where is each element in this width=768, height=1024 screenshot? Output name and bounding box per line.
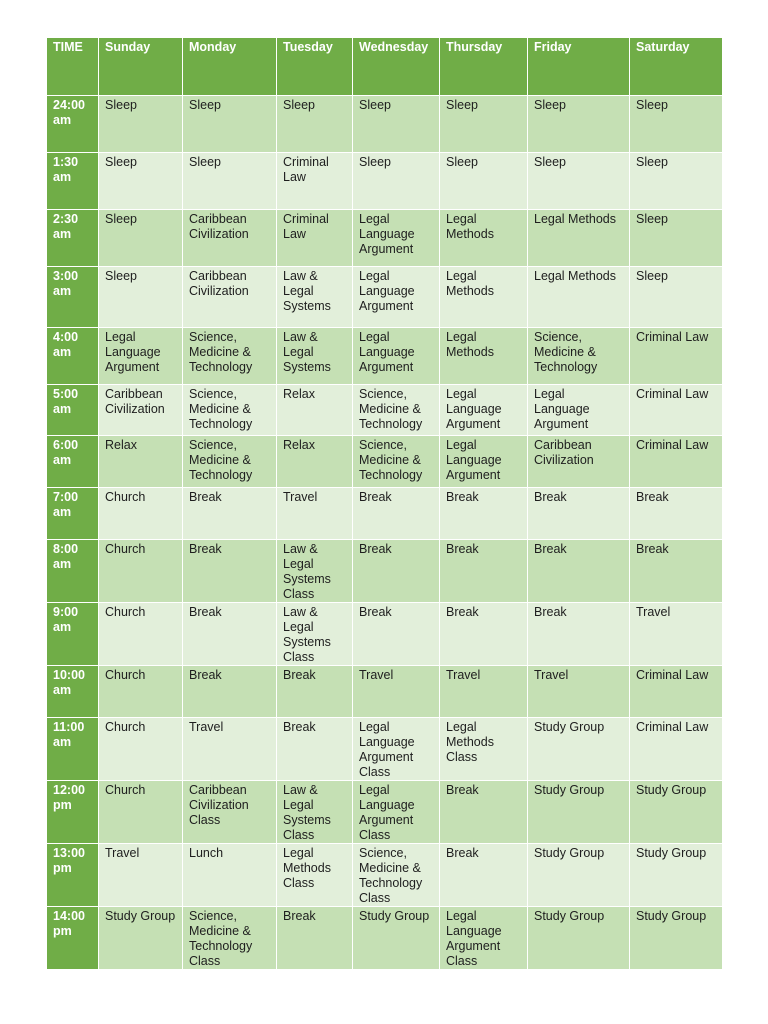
- time-cell: 1:30 am: [47, 153, 99, 210]
- time-cell: 4:00 am: [47, 328, 99, 385]
- time-cell: 13:00 pm: [47, 844, 99, 907]
- schedule-row: [47, 603, 723, 666]
- activity-cell-tuesday: Law & Legal Systems Class: [277, 603, 353, 666]
- activity-cell-wednesday: Legal Language Argument Class: [353, 718, 440, 781]
- activity-cell-wednesday: Science, Medicine & Technology Class: [353, 844, 440, 907]
- schedule-row: [47, 385, 723, 436]
- activity-cell-thursday: Legal Language Argument: [440, 385, 528, 436]
- activity-cell-wednesday: Break: [353, 488, 440, 540]
- activity-cell-wednesday: Science, Medicine & Technology: [353, 436, 440, 488]
- time-cell: 11:00 am: [47, 718, 99, 781]
- time-cell: 6:00 am: [47, 436, 99, 488]
- activity-cell-wednesday: Legal Language Argument: [353, 267, 440, 328]
- time-cell: 8:00 am: [47, 540, 99, 603]
- activity-cell-thursday: Legal Methods: [440, 210, 528, 267]
- activity-cell-sunday: Sleep: [99, 267, 183, 328]
- activity-cell-monday: Break: [183, 666, 277, 718]
- time-cell: 3:00 am: [47, 267, 99, 328]
- schedule-row: [47, 210, 723, 267]
- time-cell: 2:30 am: [47, 210, 99, 267]
- activity-cell-monday: Sleep: [183, 96, 277, 153]
- activity-cell-wednesday: Sleep: [353, 96, 440, 153]
- activity-cell-saturday: Study Group: [630, 907, 723, 970]
- activity-cell-sunday: Sleep: [99, 210, 183, 267]
- activity-cell-thursday: Break: [440, 781, 528, 844]
- activity-cell-tuesday: Law & Legal Systems: [277, 328, 353, 385]
- activity-cell-monday: Lunch: [183, 844, 277, 907]
- time-cell: 14:00 pm: [47, 907, 99, 970]
- activity-cell-friday: Sleep: [528, 96, 630, 153]
- activity-cell-thursday: Break: [440, 540, 528, 603]
- activity-cell-saturday: Criminal Law: [630, 385, 723, 436]
- activity-cell-tuesday: Break: [277, 718, 353, 781]
- header-row: [47, 38, 723, 96]
- activity-cell-thursday: Travel: [440, 666, 528, 718]
- header-thursday: Thursday: [440, 38, 528, 96]
- activity-cell-sunday: Sleep: [99, 153, 183, 210]
- activity-cell-wednesday: Legal Language Argument: [353, 210, 440, 267]
- schedule-row: [47, 436, 723, 488]
- activity-cell-saturday: Study Group: [630, 844, 723, 907]
- schedule-row: [47, 153, 723, 210]
- activity-cell-saturday: Break: [630, 488, 723, 540]
- activity-cell-wednesday: Legal Language Argument: [353, 328, 440, 385]
- activity-cell-monday: Break: [183, 603, 277, 666]
- activity-cell-wednesday: Sleep: [353, 153, 440, 210]
- activity-cell-wednesday: Break: [353, 603, 440, 666]
- activity-cell-tuesday: Criminal Law: [277, 153, 353, 210]
- activity-cell-tuesday: Relax: [277, 385, 353, 436]
- activity-cell-friday: Break: [528, 540, 630, 603]
- activity-cell-monday: Science, Medicine & Technology: [183, 385, 277, 436]
- schedule-row: [47, 488, 723, 540]
- schedule-row: [47, 844, 723, 907]
- activity-cell-saturday: Travel: [630, 603, 723, 666]
- activity-cell-thursday: Sleep: [440, 96, 528, 153]
- activity-cell-thursday: Legal Methods: [440, 267, 528, 328]
- schedule-row: [47, 781, 723, 844]
- activity-cell-sunday: Church: [99, 603, 183, 666]
- activity-cell-sunday: Legal Language Argument: [99, 328, 183, 385]
- activity-cell-friday: Science, Medicine & Technology: [528, 328, 630, 385]
- schedule-body: [47, 96, 723, 970]
- activity-cell-saturday: Criminal Law: [630, 666, 723, 718]
- activity-cell-tuesday: Criminal Law: [277, 210, 353, 267]
- time-cell: 12:00 pm: [47, 781, 99, 844]
- activity-cell-monday: Caribbean Civilization: [183, 267, 277, 328]
- activity-cell-tuesday: Break: [277, 666, 353, 718]
- activity-cell-wednesday: Legal Language Argument Class: [353, 781, 440, 844]
- activity-cell-tuesday: Law & Legal Systems: [277, 267, 353, 328]
- activity-cell-thursday: Legal Language Argument Class: [440, 907, 528, 970]
- activity-cell-friday: Legal Language Argument: [528, 385, 630, 436]
- schedule-row: [47, 328, 723, 385]
- activity-cell-sunday: Relax: [99, 436, 183, 488]
- header-sunday: Sunday: [99, 38, 183, 96]
- activity-cell-friday: Caribbean Civilization: [528, 436, 630, 488]
- activity-cell-tuesday: Legal Methods Class: [277, 844, 353, 907]
- activity-cell-monday: Science, Medicine & Technology: [183, 436, 277, 488]
- activity-cell-monday: Break: [183, 540, 277, 603]
- activity-cell-monday: Caribbean Civilization Class: [183, 781, 277, 844]
- header-time: TIME: [47, 38, 99, 96]
- activity-cell-tuesday: Sleep: [277, 96, 353, 153]
- activity-cell-tuesday: Law & Legal Systems Class: [277, 540, 353, 603]
- activity-cell-monday: Travel: [183, 718, 277, 781]
- activity-cell-wednesday: Break: [353, 540, 440, 603]
- activity-cell-sunday: Church: [99, 488, 183, 540]
- schedule-row: [47, 718, 723, 781]
- activity-cell-sunday: Church: [99, 666, 183, 718]
- activity-cell-thursday: Break: [440, 844, 528, 907]
- schedule-row: [47, 267, 723, 328]
- time-cell: 5:00 am: [47, 385, 99, 436]
- activity-cell-sunday: Study Group: [99, 907, 183, 970]
- activity-cell-sunday: Travel: [99, 844, 183, 907]
- activity-cell-friday: Break: [528, 603, 630, 666]
- activity-cell-sunday: Church: [99, 781, 183, 844]
- activity-cell-friday: Legal Methods: [528, 210, 630, 267]
- activity-cell-thursday: Break: [440, 488, 528, 540]
- activity-cell-saturday: Criminal Law: [630, 436, 723, 488]
- activity-cell-saturday: Criminal Law: [630, 328, 723, 385]
- activity-cell-friday: Break: [528, 488, 630, 540]
- time-cell: 24:00 am: [47, 96, 99, 153]
- activity-cell-saturday: Sleep: [630, 96, 723, 153]
- activity-cell-thursday: Legal Methods: [440, 328, 528, 385]
- activity-cell-sunday: Church: [99, 540, 183, 603]
- activity-cell-sunday: Church: [99, 718, 183, 781]
- activity-cell-monday: Sleep: [183, 153, 277, 210]
- activity-cell-saturday: Sleep: [630, 267, 723, 328]
- activity-cell-thursday: Break: [440, 603, 528, 666]
- activity-cell-sunday: Sleep: [99, 96, 183, 153]
- activity-cell-friday: Sleep: [528, 153, 630, 210]
- time-cell: 9:00 am: [47, 603, 99, 666]
- activity-cell-friday: Study Group: [528, 718, 630, 781]
- activity-cell-saturday: Study Group: [630, 781, 723, 844]
- activity-cell-monday: Break: [183, 488, 277, 540]
- weekly-schedule-table: [46, 37, 723, 970]
- activity-cell-tuesday: Travel: [277, 488, 353, 540]
- header-wednesday: Wednesday: [353, 38, 440, 96]
- header-saturday: Saturday: [630, 38, 723, 96]
- schedule-row: [47, 96, 723, 153]
- activity-cell-monday: Science, Medicine & Technology: [183, 328, 277, 385]
- activity-cell-saturday: Sleep: [630, 153, 723, 210]
- activity-cell-wednesday: Travel: [353, 666, 440, 718]
- activity-cell-wednesday: Science, Medicine & Technology: [353, 385, 440, 436]
- schedule-row: [47, 666, 723, 718]
- activity-cell-friday: Travel: [528, 666, 630, 718]
- activity-cell-tuesday: Law & Legal Systems Class: [277, 781, 353, 844]
- header-monday: Monday: [183, 38, 277, 96]
- activity-cell-saturday: Break: [630, 540, 723, 603]
- activity-cell-monday: Caribbean Civilization: [183, 210, 277, 267]
- time-cell: 10:00 am: [47, 666, 99, 718]
- header-friday: Friday: [528, 38, 630, 96]
- time-cell: 7:00 am: [47, 488, 99, 540]
- activity-cell-friday: Study Group: [528, 907, 630, 970]
- activity-cell-tuesday: Relax: [277, 436, 353, 488]
- activity-cell-sunday: Caribbean Civilization: [99, 385, 183, 436]
- header-tuesday: Tuesday: [277, 38, 353, 96]
- activity-cell-wednesday: Study Group: [353, 907, 440, 970]
- activity-cell-monday: Science, Medicine & Technology Class: [183, 907, 277, 970]
- activity-cell-saturday: Sleep: [630, 210, 723, 267]
- activity-cell-friday: Study Group: [528, 781, 630, 844]
- activity-cell-friday: Legal Methods: [528, 267, 630, 328]
- schedule-row: [47, 907, 723, 970]
- activity-cell-saturday: Criminal Law: [630, 718, 723, 781]
- activity-cell-thursday: Sleep: [440, 153, 528, 210]
- schedule-row: [47, 540, 723, 603]
- activity-cell-tuesday: Break: [277, 907, 353, 970]
- activity-cell-thursday: Legal Language Argument: [440, 436, 528, 488]
- activity-cell-thursday: Legal Methods Class: [440, 718, 528, 781]
- activity-cell-friday: Study Group: [528, 844, 630, 907]
